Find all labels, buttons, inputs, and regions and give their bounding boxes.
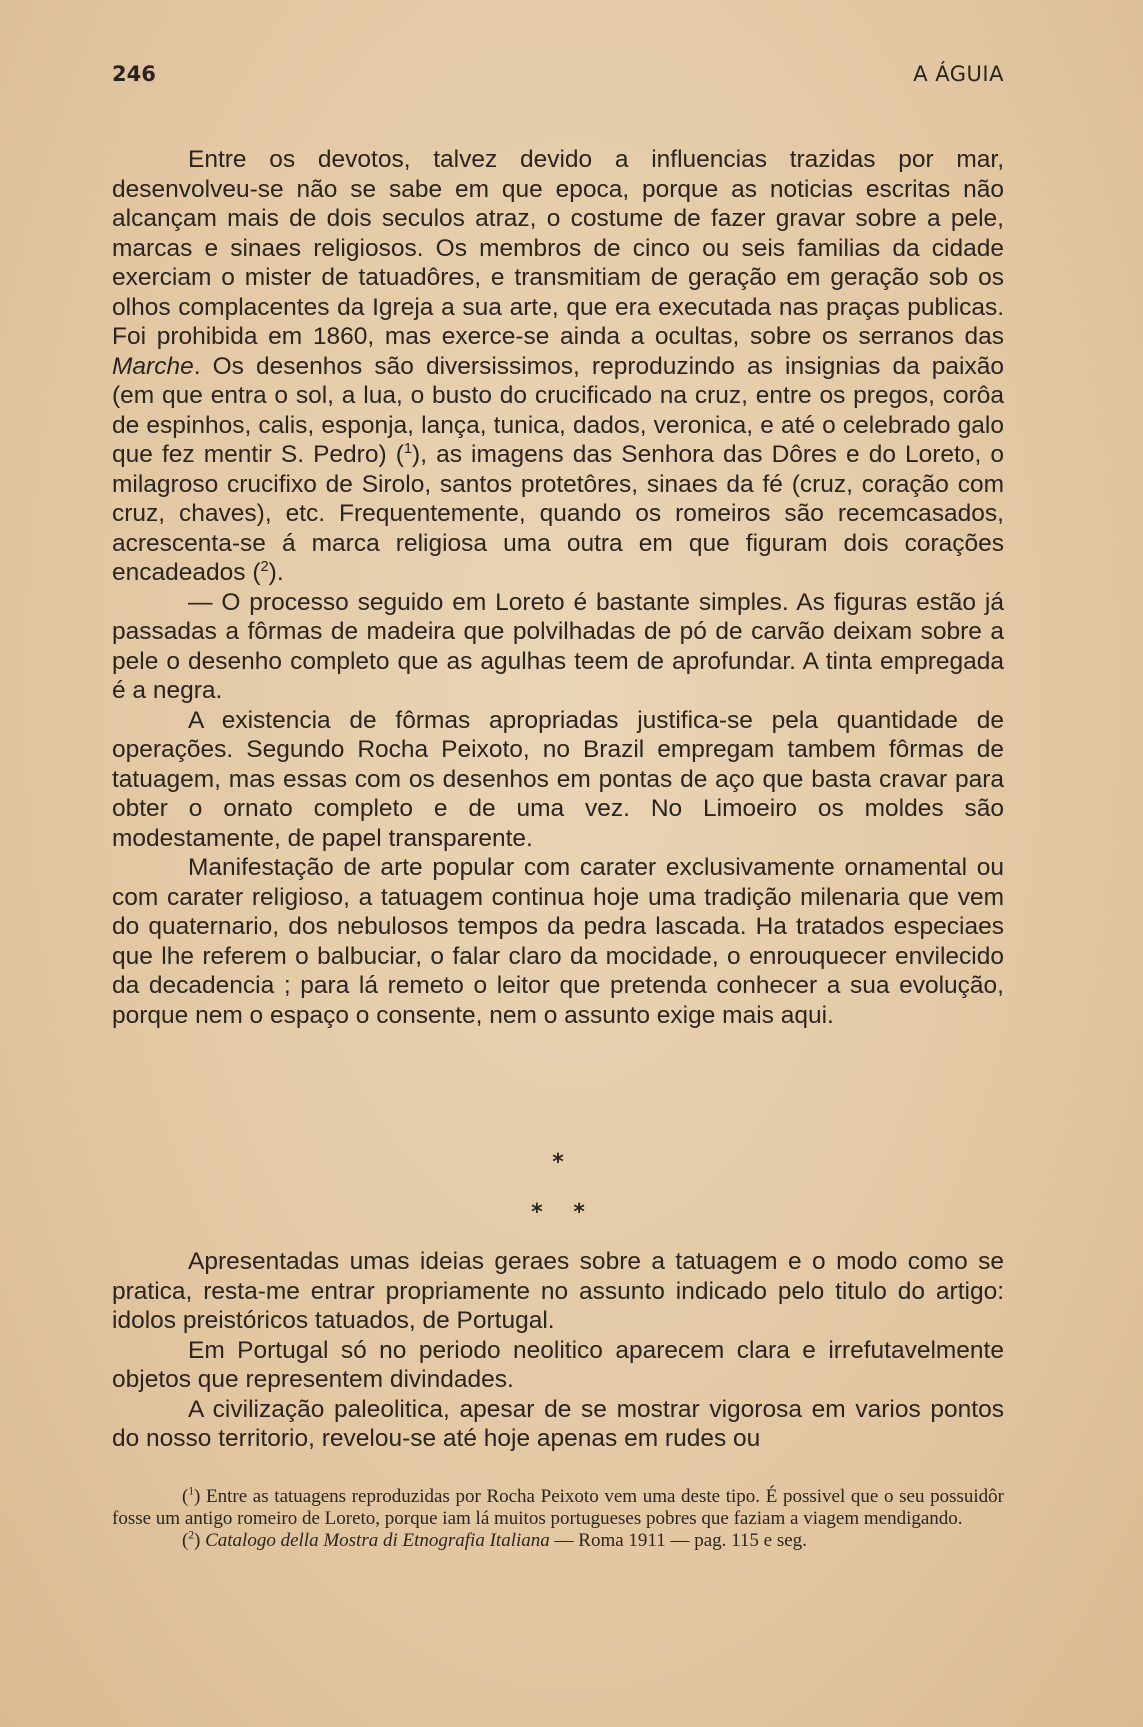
paragraph-7: A civilização paleolitica, apesar de se mostrar vigorosa em varios pontos do nosso territorio, revelou-se até hoje apenas em rudes ou [112, 1395, 1004, 1452]
footnote-mark: 1 [188, 1485, 195, 1498]
paragraph-6: Em Portugal só no periodo neolitico aparecem clara e irrefutavelmente objetos que representem divindades. [112, 1336, 1004, 1393]
section-separator-bottom: * * [531, 1200, 585, 1225]
footnote-mark: 2 [188, 1529, 195, 1542]
footnote-2: ($^2$) Catalogo della Mostra di Etnografia Italiana — Roma 1911 — pag. 115 e seg. [182, 1529, 807, 1551]
paragraph-text: ). [268, 559, 284, 586]
paragraph-text: Entre os devotos, talvez devido a influencias trazidas por mar, desenvolveu-se não se sabe em que epoca, porque as noticias escritas não alcançam mais de dois seculos atraz, o costume de fazer gravar sobre a pele, marcas e sinaes religiosos. Os membros de cinco ou seis familias da cidade exerciam o mister de tatuadôres, e transmitiam de geração em geração sob os olhos complacentes da Igreja a sua arte, que era executada nas praças publicas. Foi prohibida em 1860, mas exerce-se ainda a ocultas, sobre os serranos das [112, 146, 1004, 350]
footnote-text: — Roma 1911 — pag. 115 e seg. [549, 1530, 807, 1551]
footnote-text: Entre as tatuagens reproduzidas por Rocha Peixoto vem uma deste tipo. É possivel que o seu possuidôr fosse um antigo romeiro de Loreto, porque iam lá muitos portugueses pobres que faziam a viagem mendigando. [112, 1486, 1004, 1529]
page-number: 246 [112, 62, 156, 86]
italic-term: Marche [112, 352, 194, 380]
running-header [112, 62, 1004, 92]
paragraph-text: ), as imagens das Senhora das Dôres e do Loreto, o milagroso crucifixo de Sirolo, santos protetôres, sinaes da fé (cruz, coração com cruz, chaves), etc. Frequentemente, quando os romeiros são recemcasados, acrescenta-se á marca religiosa uma outra em que figuram dois corações encadeados ( [112, 441, 1004, 586]
running-title: A ÁGUIA [913, 62, 1004, 86]
paragraph-5: Apresentadas umas ideias geraes sobre a tatuagem e o modo como se pratica, resta-me entrar propriamente no assunto indicado pelo titulo do artigo: idolos preistóricos tatuados, de Portugal. [112, 1248, 1004, 1334]
paragraph-1 [112, 145, 1004, 588]
footnote-1: ($^1$) Entre as tatuagens reproduzidas por Rocha Peixoto vem uma deste tipo. É possivel que o seu possuidôr fosse um antigo romeiro de Loreto, porque iam lá muitos portugueses pobres que faziam a viagem mendigando. [112, 1485, 1004, 1529]
main-text-continued [112, 1247, 1004, 1454]
footnote-ref-2[interactable]: 2 [260, 558, 269, 575]
footnote-ref-1[interactable]: 1 [403, 440, 413, 457]
paragraph-4: Manifestação de arte popular com carater exclusivamente ornamental ou com carater religioso, a tatuagem continua hoje uma tradição milenaria que vem do quaternario, dos nebulosos tempos da pedra lascada. Ha tratados especiaes que lhe referem o balbuciar, o falar claro da mocidade, o enrouquecer envilecido da decadencia ; para lá remeto o leitor que pretenda conhecer a sua evolução, porque nem o espaço o consente, nem o assunto exige mais aqui. [112, 854, 1004, 1029]
paragraph-2: — O processo seguido em Loreto é bastante simples. As figuras estão já passadas a fôrmas de madeira que polvilhadas de pó de carvão deixam sobre a pele o desenho completo que as agulhas teem de aprofundar. A tinta empregada é a negra. [112, 588, 1004, 704]
paragraph-3: A existencia de fôrmas apropriadas justifica-se pela quantidade de operações. Segundo Rocha Peixoto, no Brazil empregam tambem fôrmas de tatuagem, mas essas com os desenhos em pontas de aço que basta cravar para obter o ornato completo e de uma vez. No Limoeiro os moldes são modestamente, de papel transparente. [112, 706, 1004, 852]
section-separator-top: * [552, 1150, 564, 1175]
footnote-title: Catalogo della Mostra di Etnografia Italiana [205, 1530, 550, 1551]
main-text [112, 145, 1004, 1030]
paragraph-text: . Os desenhos são diversissimos, reproduzindo as insignias da paixão (em que entra o sol, a lua, o busto do crucificado na cruz, entre os pregos, corôa de espinhos, calis, esponja, lança, tunica, dados, veronica, e até o celebrado galo que fez mentir S. Pedro) ( [112, 352, 1004, 468]
footnotes [112, 1486, 1004, 1552]
